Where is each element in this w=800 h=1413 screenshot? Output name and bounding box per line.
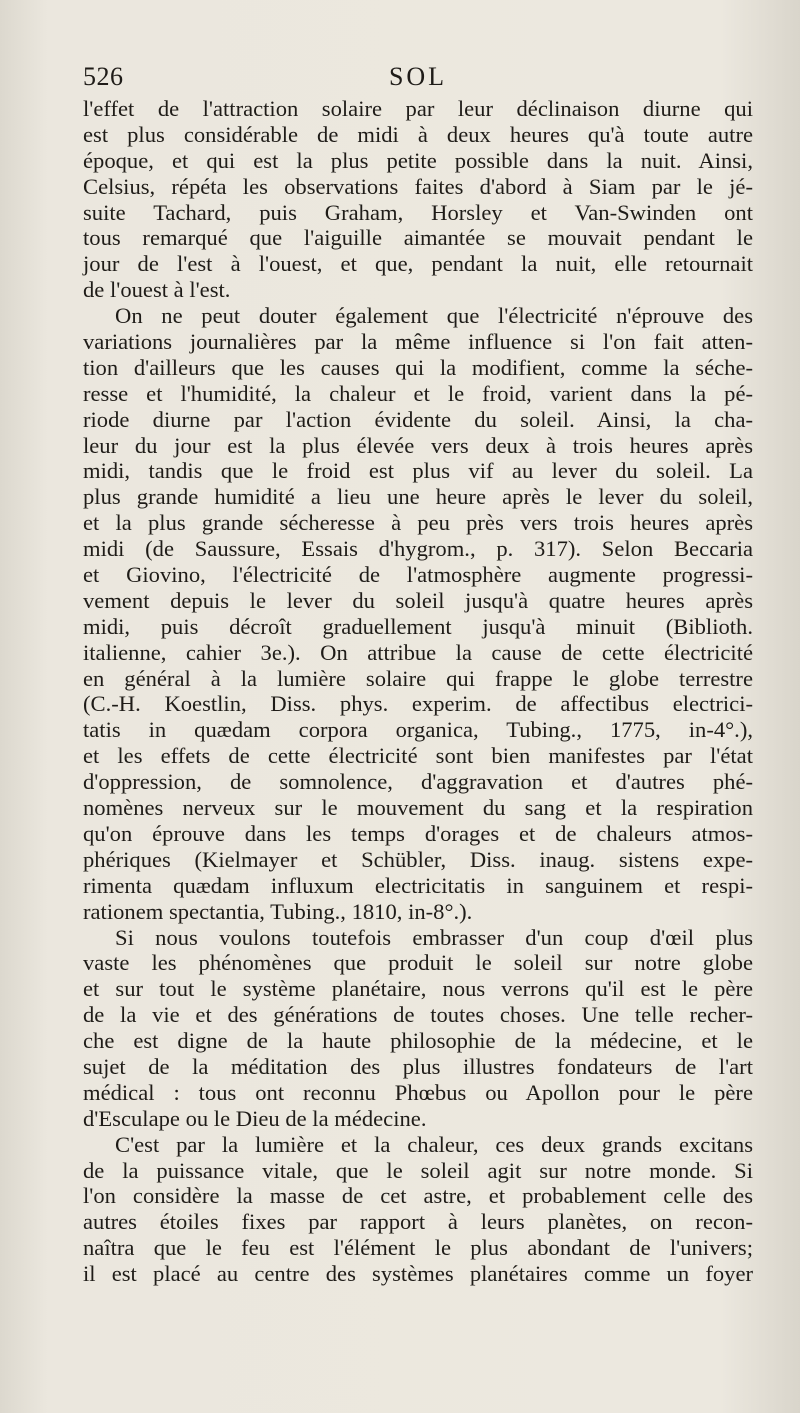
text-line: suite Tachard, puis Graham, Horsley et Van-Swinden ont — [83, 199, 753, 225]
text-line: de l'ouest à l'est. — [83, 277, 231, 303]
body-text — [83, 96, 753, 1287]
text-line: italienne, cahier 3e.). On attribue la cause de cette électricité — [83, 639, 753, 665]
text-line: vaste les phénomènes que produit le soleil sur notre globe — [83, 950, 753, 976]
text-line: tion d'ailleurs que les causes qui la modifient, comme la séche- — [83, 354, 753, 380]
text-line: de la puissance vitale, que le soleil agit sur notre monde. Si — [83, 1157, 753, 1183]
text-line: d'Esculape ou le Dieu de la médecine. — [83, 1105, 427, 1131]
text-line: et Giovino, l'électricité de l'atmosphère augmente progressi- — [83, 562, 753, 588]
page-header — [83, 62, 753, 96]
text-line: midi, tandis que le froid est plus vif au lever du soleil. La — [83, 458, 753, 484]
text-line: en général à la lumière solaire qui frappe le globe terrestre — [83, 665, 753, 691]
text-line: tatis in quædam corpora organica, Tubing., 1775, in-4°.), — [83, 717, 753, 743]
text-line: autres étoiles fixes par rapport à leurs planètes, on recon- — [83, 1209, 753, 1235]
text-line: leur du jour est la plus élevée vers deux à trois heures après — [83, 432, 753, 458]
text-line: et la plus grande sécheresse à peu près vers trois heures après — [83, 510, 753, 536]
text-line: de la vie et des générations de toutes choses. Une telle recher- — [83, 1002, 753, 1028]
page-number: 526 — [83, 62, 124, 91]
text-line: nomènes nerveux sur le mouvement du sang et la respiration — [83, 795, 753, 821]
text-line: C'est par la lumière et la chaleur, ces deux grands excitans — [115, 1131, 753, 1157]
text-line: resse et l'humidité, la chaleur et le froid, varient dans la pé- — [83, 380, 753, 406]
text-line: phériques (Kielmayer et Schübler, Diss. inaug. sistens expe- — [83, 846, 753, 872]
text-line: riode diurne par l'action évidente du soleil. Ainsi, la cha- — [83, 406, 753, 432]
text-line: che est digne de la haute philosophie de la médecine, et le — [83, 1028, 753, 1054]
text-line: il est placé au centre des systèmes planétaires comme un foyer — [83, 1261, 753, 1287]
text-line: (C.-H. Koestlin, Diss. phys. experim. de affectibus electrici- — [83, 691, 753, 717]
text-line: et les effets de cette électricité sont bien manifestes par l'état — [83, 743, 753, 769]
text-line: variations journalières par la même influence si l'on fait atten- — [83, 329, 753, 355]
text-line: l'effet de l'attraction solaire par leur déclinaison diurne qui — [83, 96, 753, 121]
text-line: qu'on éprouve dans les temps d'orages et de chaleurs atmos- — [83, 820, 753, 846]
text-line: naîtra que le feu est l'élément le plus abondant de l'univers; — [83, 1235, 753, 1261]
text-line: vement depuis le lever du soleil jusqu'à quatre heures après — [83, 587, 753, 613]
text-line: d'oppression, de somnolence, d'aggravation et d'autres phé- — [83, 769, 753, 795]
text-line: On ne peut douter également que l'électricité n'éprouve des — [115, 303, 753, 329]
running-head: SOL — [388, 62, 448, 91]
text-line: midi (de Saussure, Essais d'hygrom., p. 317). Selon Beccaria — [83, 536, 753, 562]
text-line: Celsius, répéta les observations faites d'abord à Siam par le jé- — [83, 173, 753, 199]
text-line: et sur tout le système planétaire, nous verrons qu'il est le père — [83, 976, 753, 1002]
text-line: époque, et qui est la plus petite possible dans la nuit. Ainsi, — [83, 147, 753, 173]
text-line: jour de l'est à l'ouest, et que, pendant la nuit, elle retournait — [83, 251, 753, 277]
text-line: l'on considère la masse de cet astre, et probablement celle des — [83, 1183, 753, 1209]
text-line: plus grande humidité a lieu une heure après le lever du soleil, — [83, 484, 753, 510]
text-line: est plus considérable de midi à deux heures qu'à toute autre — [83, 121, 753, 147]
text-line: Si nous voulons toutefois embrasser d'un coup d'œil plus — [115, 924, 753, 950]
text-line: sujet de la méditation des plus illustres fondateurs de l'art — [83, 1053, 753, 1079]
text-line: tous remarqué que l'aiguille aimantée se mouvait pendant le — [83, 225, 753, 251]
text-line: médical : tous ont reconnu Phœbus ou Apollon pour le père — [83, 1079, 753, 1105]
text-line: rationem spectantia, Tubing., 1810, in-8°.). — [83, 898, 473, 924]
text-line: midi, puis décroît graduellement jusqu'à minuit (Biblioth. — [83, 613, 753, 639]
text-line: rimenta quædam influxum electricitatis in sanguinem et respi- — [83, 872, 753, 898]
